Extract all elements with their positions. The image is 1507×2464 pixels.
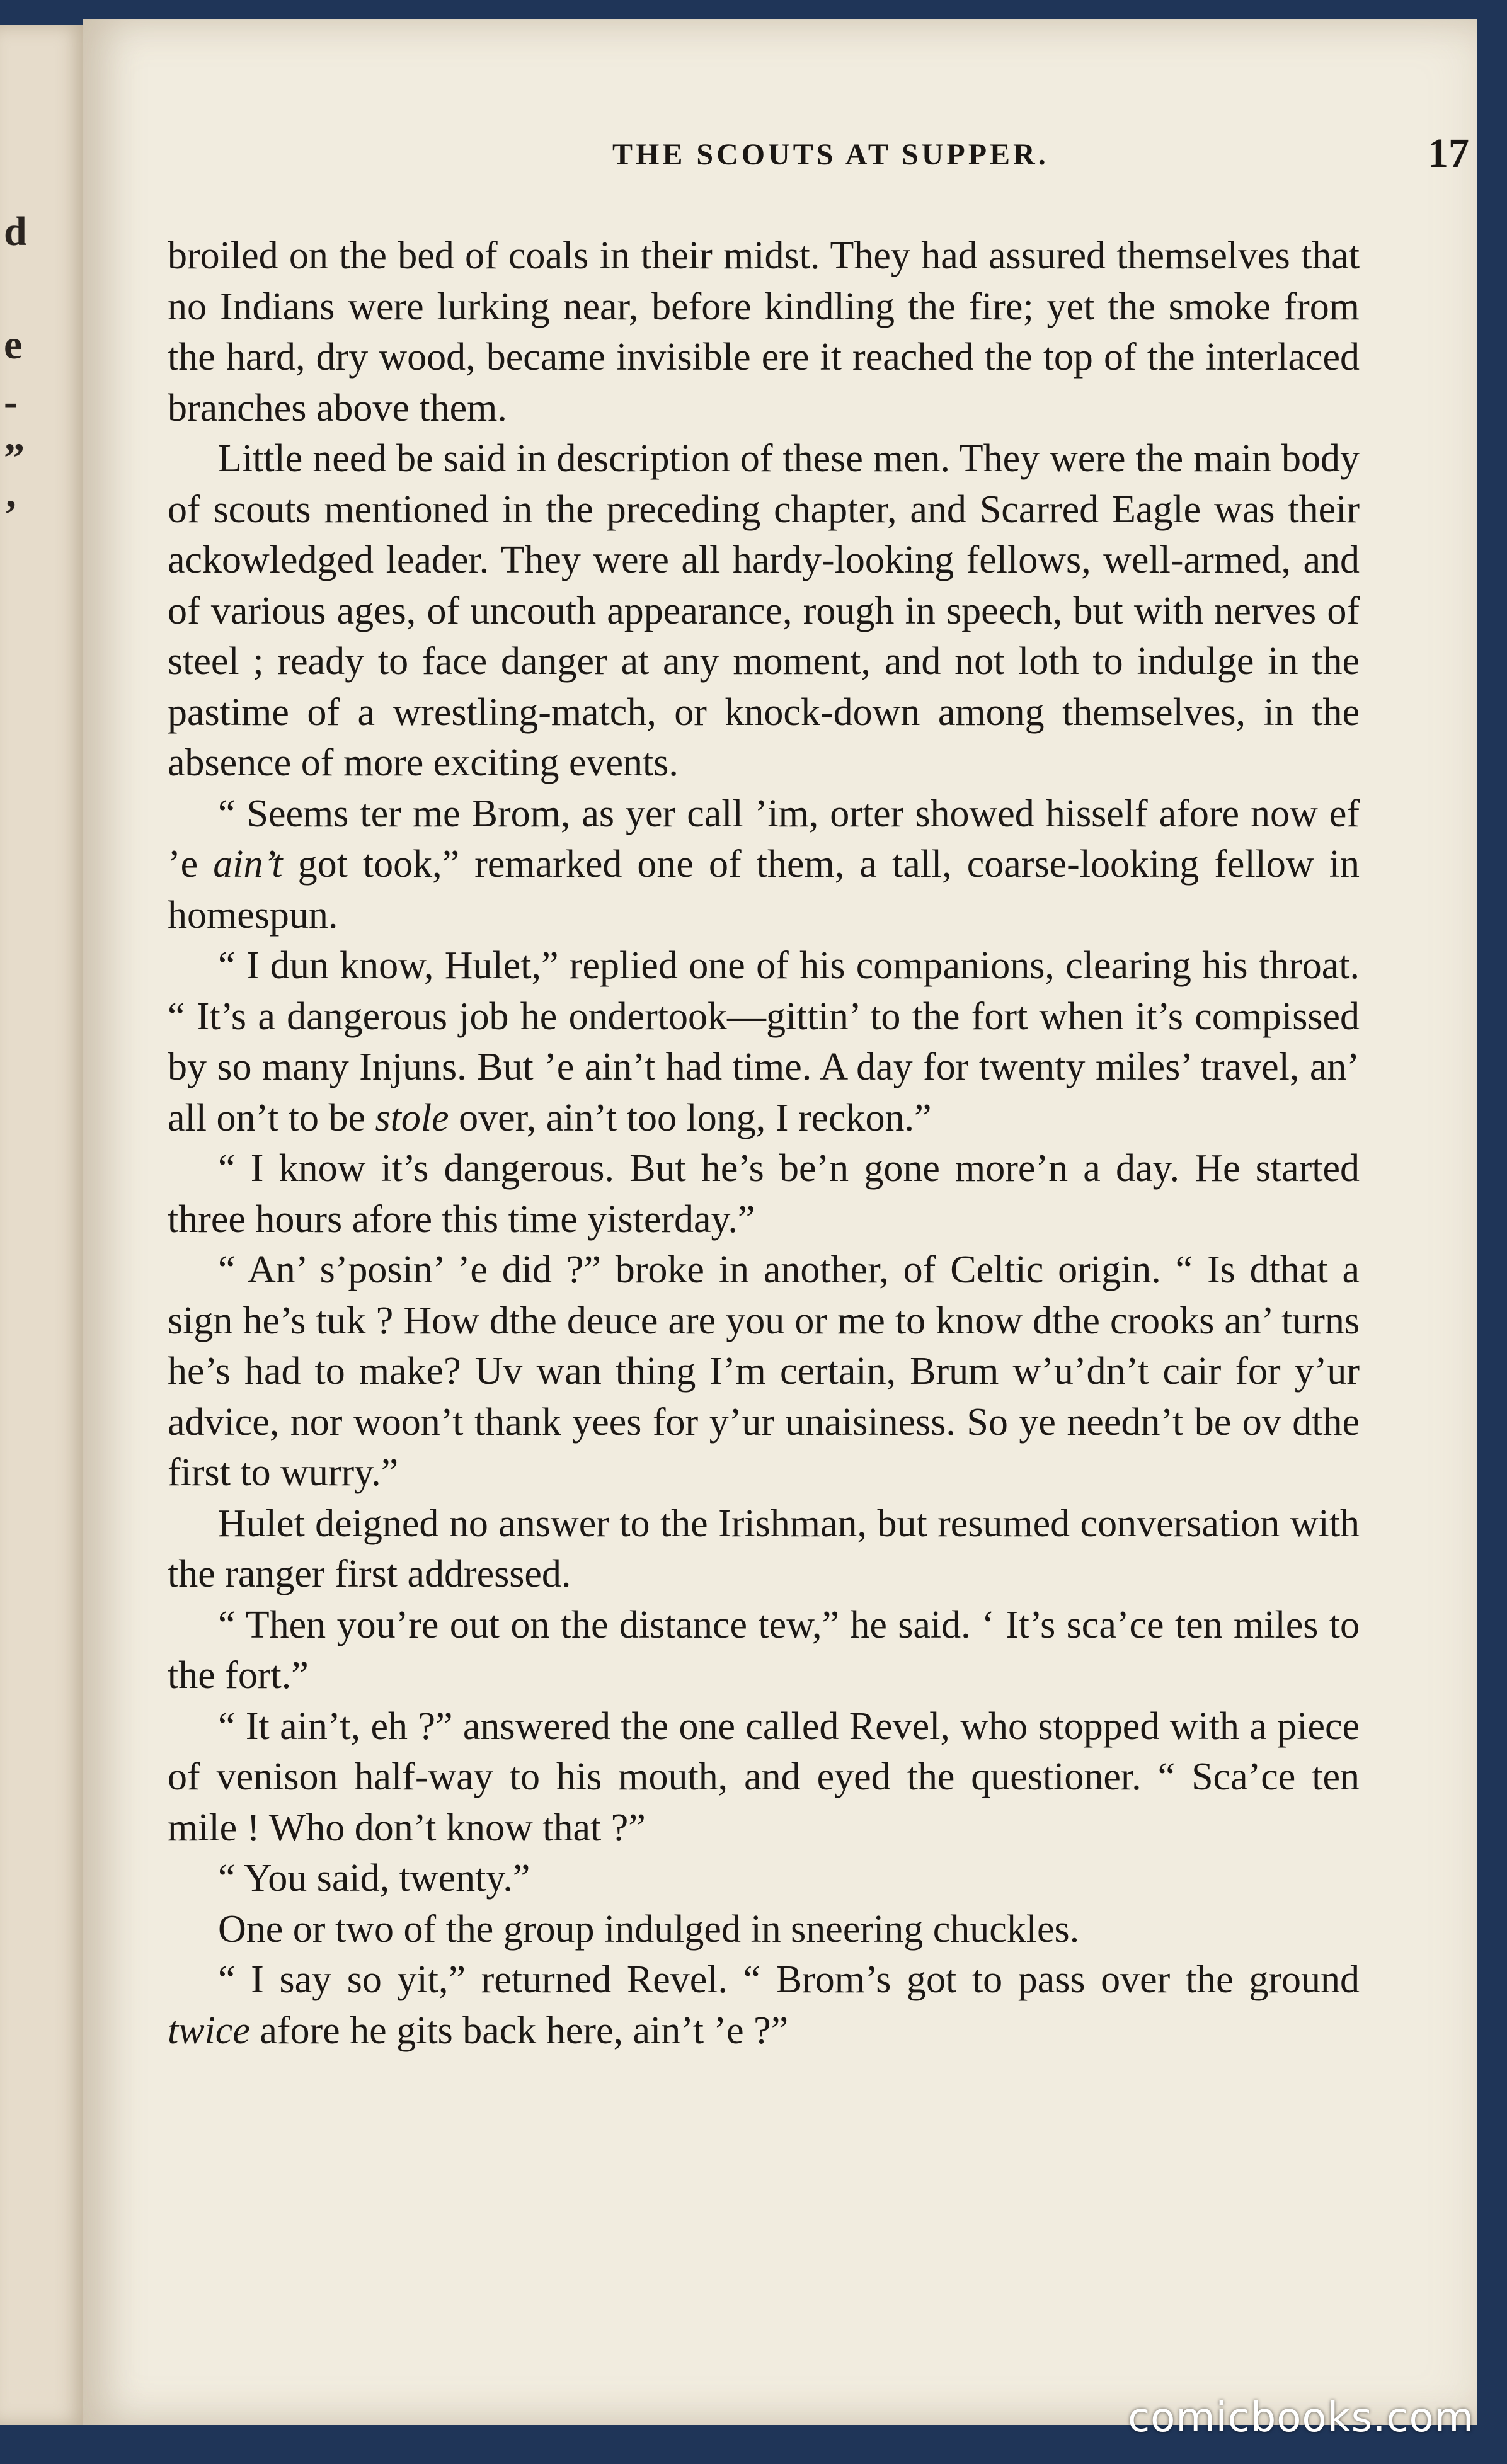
text-run: got took,” remarked one of them, a tall, coarse-looking fellow in homespun. [168, 843, 1360, 937]
facing-page-fragment: e [4, 322, 23, 368]
paragraph: Little need be said in description of these men. They were the main body of scouts mentioned in the preceding chapter, and Scarred Eagle was their ackowledged leader. They were all hardy-looking fellows, well-armed, and of various ages, of uncouth appearance, rough in speech, but with nerves of steel ; ready to face danger at any moment, and not loth to indulge in the pastime of a wrestling-match, or knock-down among themselves, in the absence of more exciting events. [168, 437, 1360, 784]
paragraph [168, 1954, 1360, 2056]
text-run: “ I dun know, Hulet,” replied one of his companions, clearing his throat. “ It’s a dangerous job he ondertook—gittin’ to the fort when it’s compissed by so many Injuns. But ’e ain’t had time. A day for twenty miles’ travel, an’ all on’t to be [168, 944, 1360, 1139]
paragraph: “ It ain’t, eh ?” answered the one called Revel, who stopped with a piece of venison half-way to his mouth, and eyed the questioner. “ Sca’ce ten mile ! Who don’t know that ?” [168, 1704, 1360, 1849]
watermark: comicbooks.com [1127, 2395, 1474, 2441]
italic-text: stole [375, 1096, 449, 1139]
paragraph: “ You said, twenty.” [218, 1857, 530, 1900]
paragraph: broiled on the bed of coals in their midst. They had assured themselves that no Indians were lurking near, before kindling the fire; yet the smoke from the hard, dry wood, became invisible ere it reached the top of the interlaced branches above them. [168, 234, 1360, 430]
text-run: “ Seems ter me Brom, as yer call ’im, orter showed hisself afore now ef ’e [168, 792, 1360, 886]
body-text [168, 231, 1360, 2056]
facing-page-fragment: d [4, 208, 27, 254]
paragraph: Hulet deigned no answer to the Irishman, but resumed conversation with the ranger first addressed. [168, 1502, 1360, 1595]
text-run: “ I say so yit,” returned Revel. “ Brom’s got to pass over the ground [218, 1958, 1360, 2001]
page-number: 17 [1428, 130, 1469, 176]
paragraph: “ I know it’s dangerous. But he’s be’n gone more’n a day. He started three hours afore this time yisterday.” [168, 1147, 1360, 1241]
facing-page-fragment: ” [4, 435, 25, 481]
text-run: afore he gits back here, ain’t ’e ?” [249, 2009, 789, 2052]
facing-page-edge [0, 25, 89, 2425]
paragraph: “ An’ s’posin’ ’e did ?” broke in another, of Celtic origin. “ Is dthat a sign he’s tuk ? How dthe deuce are you or me to know dthe crooks an’ turns he’s had to make? Uv wan thing I’m certain, Brum w’u’dn’t cair for y’ur advice, nor woon’t thank yees for y’ur unaisiness. So ye needn’t be ov dthe first to wurry.” [168, 1248, 1360, 1494]
running-head: THE SCOUTS AT SUPPER. [612, 138, 1049, 171]
facing-page-fragment: ’ [4, 492, 18, 538]
book-page [83, 19, 1477, 2425]
paragraph [168, 789, 1360, 941]
italic-text: twice [168, 2009, 250, 2052]
text-run: over, ain’t too long, I reckon.” [449, 1096, 932, 1139]
paragraph [168, 940, 1360, 1143]
facing-page-fragment: - [4, 379, 18, 425]
italic-text: ain’t [213, 843, 283, 886]
paragraph: “ Then you’re out on the distance tew,” he said. ‘ It’s sca’ce ten miles to the fort.” [168, 1603, 1360, 1697]
page-header [524, 130, 1469, 180]
paragraph: One or two of the group indulged in sneering chuckles. [218, 1907, 1080, 1951]
